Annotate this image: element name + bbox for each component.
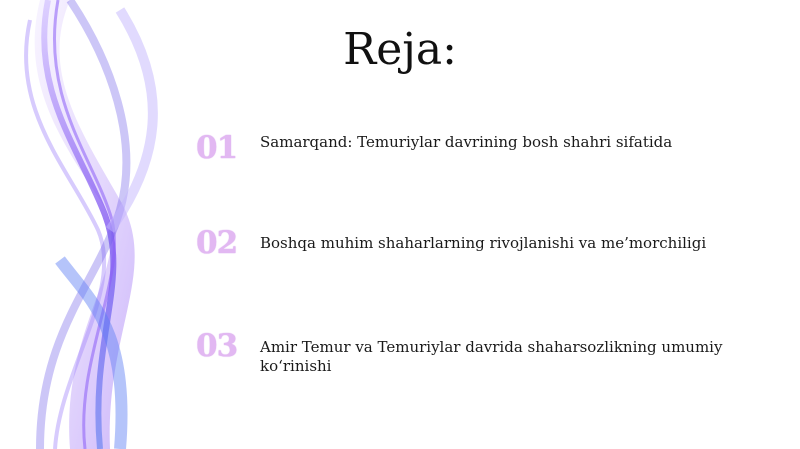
agenda-number: 03: [196, 328, 238, 364]
agenda-number: 02: [196, 225, 238, 261]
agenda-text: Samarqand: Temuriylar davrining bosh shahri sifatida: [260, 133, 673, 151]
agenda-number: 01: [196, 130, 238, 166]
decorative-ribbon: [0, 0, 200, 449]
slide-title: Reja:: [343, 24, 457, 75]
agenda-text: Boshqa muhim shaharlarning rivojlanishi va me’morchiligi: [260, 234, 707, 252]
agenda-text: Amir Temur va Temuriylar davrida shaharsozlikning umumiy ko‘rinishi: [260, 338, 723, 375]
